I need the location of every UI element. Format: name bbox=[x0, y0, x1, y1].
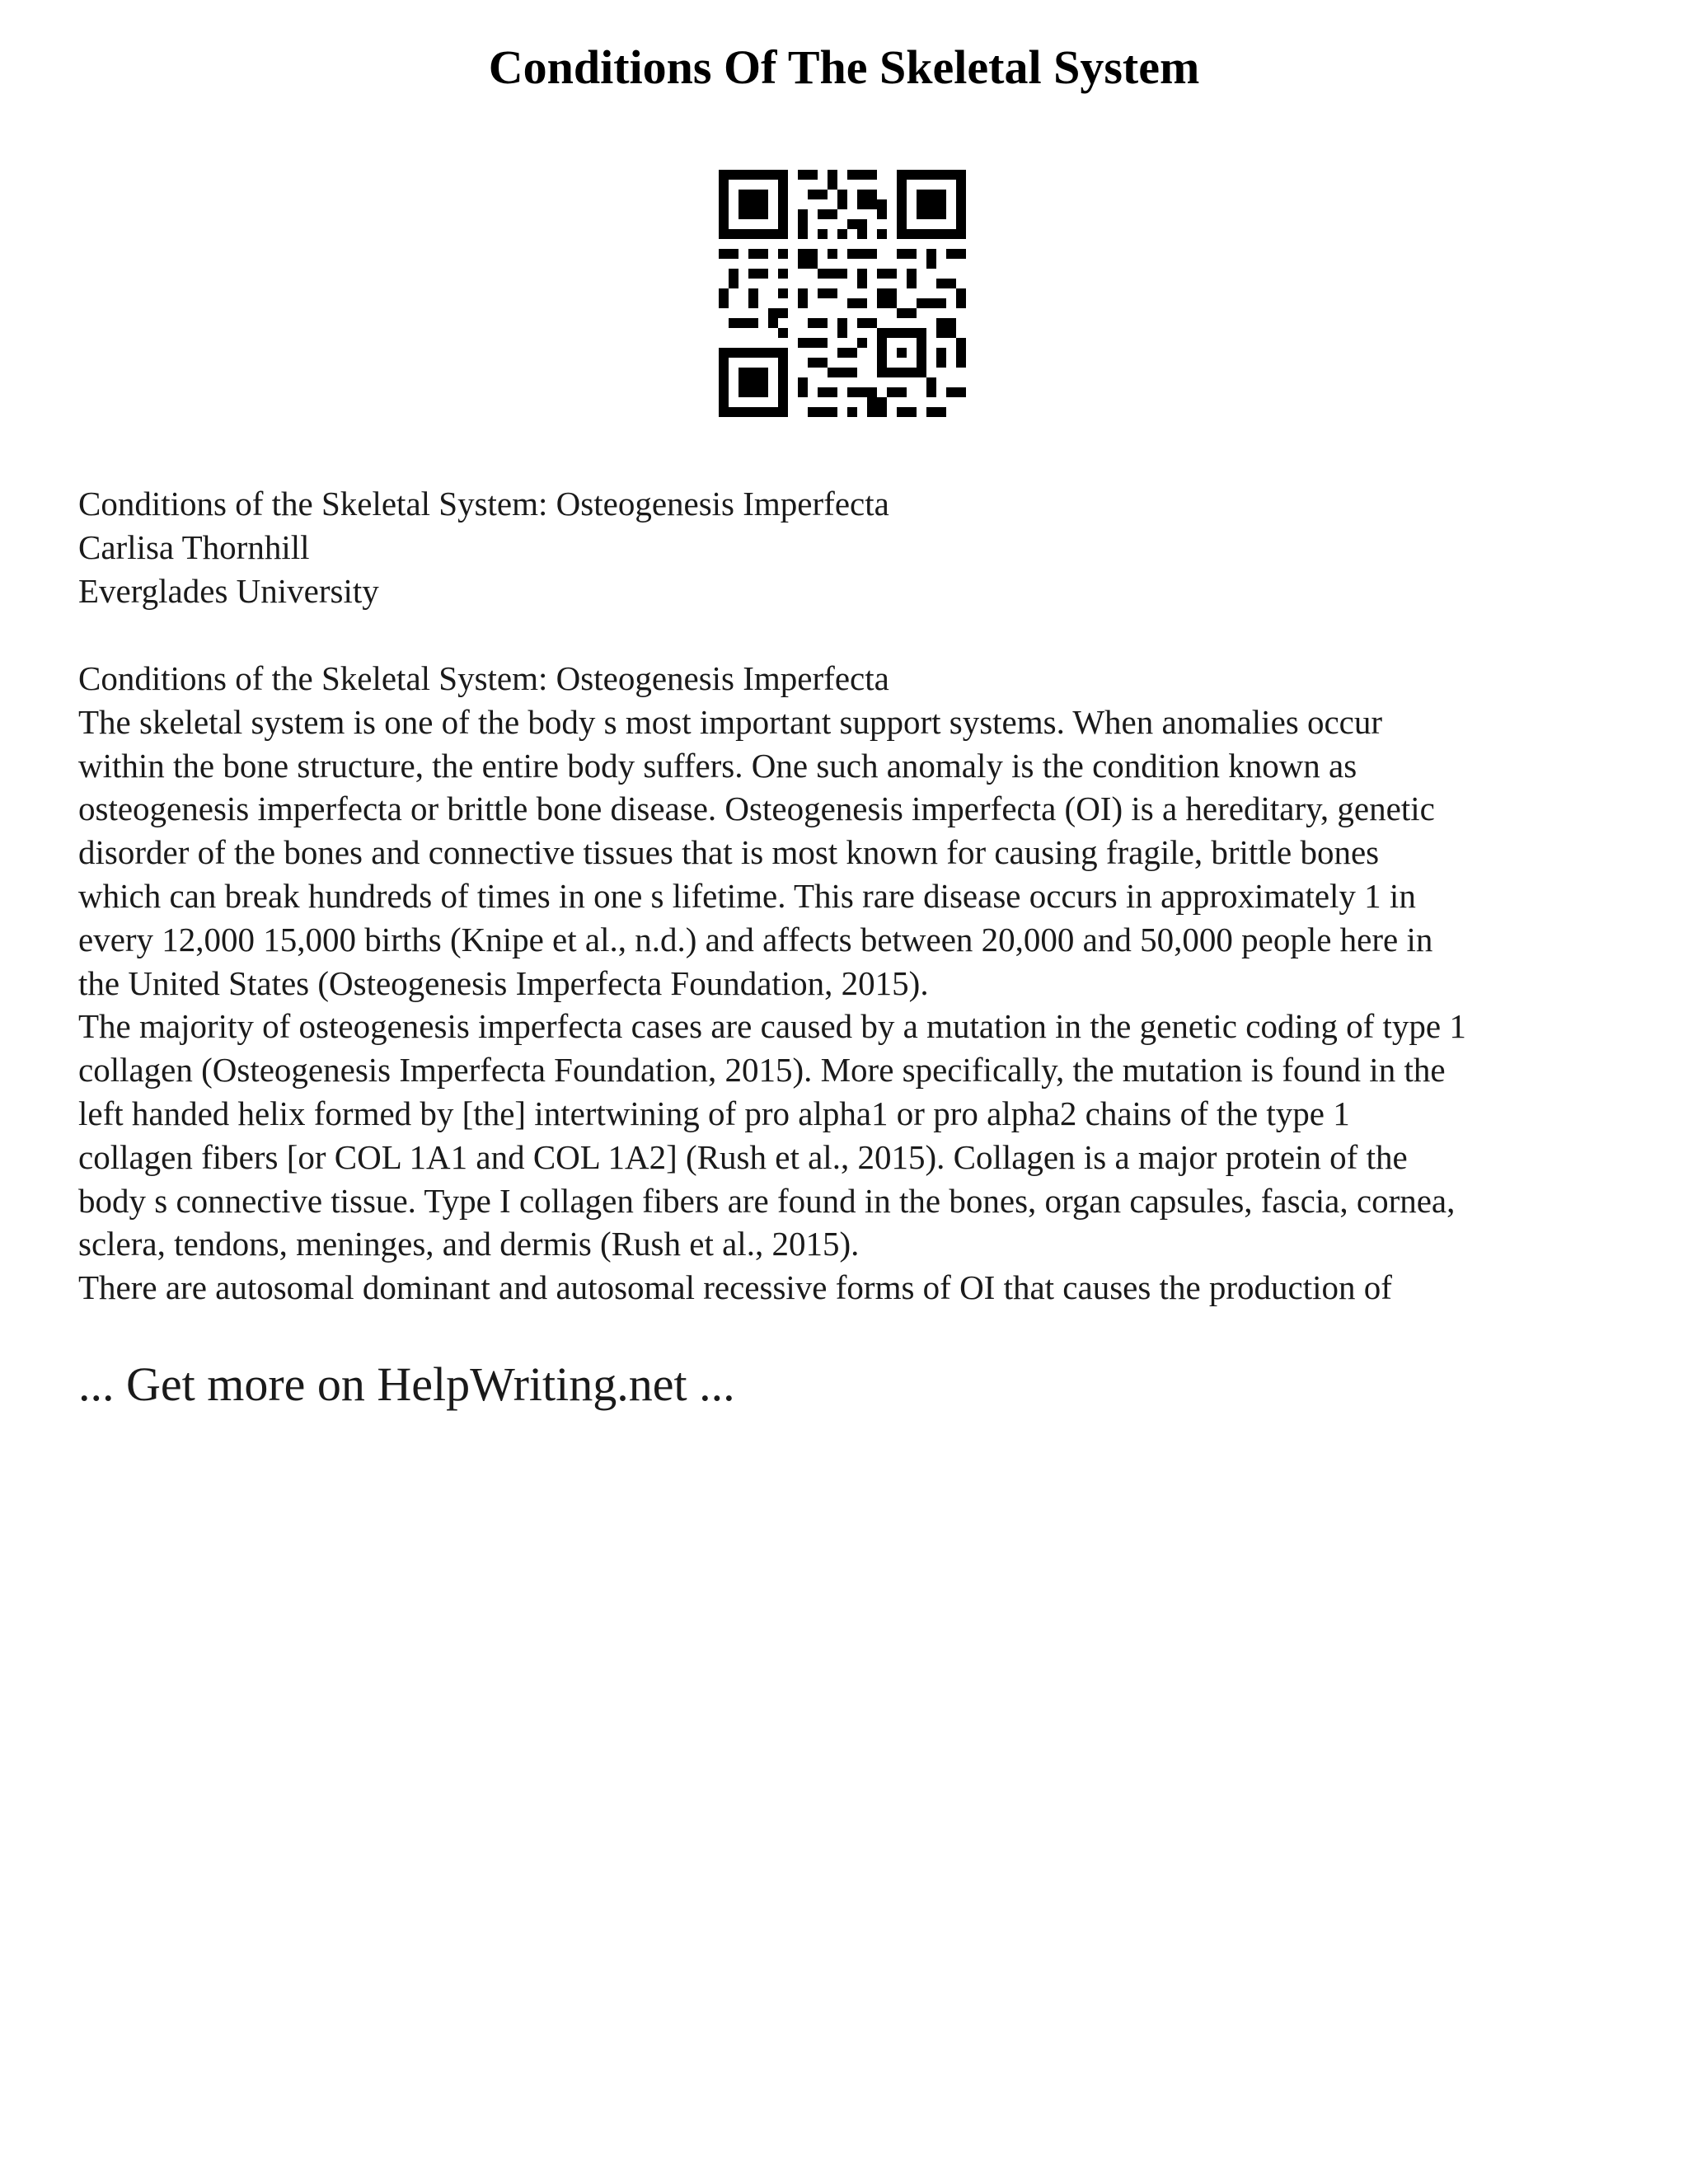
essay-line: disorder of the bones and connective tissues that is most known for causing fragile, brittle bones bbox=[78, 833, 1380, 872]
institution-name: Everglades University bbox=[78, 572, 379, 610]
essay-line: which can break hundreds of times in one s lifetime. This rare disease occurs in approximately 1 in bbox=[78, 876, 1416, 915]
essay-line: left handed helix formed by [the] intertwining of pro alpha1 or pro alpha2 chains of the type 1 bbox=[78, 1094, 1350, 1132]
essay-line: osteogenesis imperfecta or brittle bone disease. Osteogenesis imperfecta (OI) is a hereditary, genetic bbox=[78, 790, 1435, 828]
qr-code-icon bbox=[719, 170, 966, 417]
essay-line: the United States (Osteogenesis Imperfecta Foundation, 2015). bbox=[78, 963, 929, 1002]
essay-line: collagen (Osteogenesis Imperfecta Foundation, 2015). More specifically, the mutation is found in the bbox=[78, 1051, 1446, 1090]
essay-line: every 12,000 15,000 births (Knipe et al., n.d.) and affects between 20,000 and 50,000 people here in bbox=[78, 920, 1433, 958]
essay-line: The skeletal system is one of the body s most important support systems. When anomalies occur bbox=[78, 702, 1383, 741]
essay-line: sclera, tendons, meninges, and dermis (Rush et al., 2015). bbox=[78, 1225, 860, 1263]
author-name: Carlisa Thornhill bbox=[78, 528, 310, 566]
get-more-link[interactable]: ... Get more on HelpWriting.net ... bbox=[78, 1357, 735, 1411]
essay-line: within the bone structure, the entire body suffers. One such anomaly is the condition known as bbox=[78, 746, 1357, 785]
essay-heading: Conditions of the Skeletal System: Osteogenesis Imperfecta bbox=[78, 659, 889, 697]
essay-line: There are autosomal dominant and autosomal recessive forms of OI that causes the production of bbox=[78, 1268, 1392, 1307]
essay-line: body s connective tissue. Type I collagen fibers are found in the bones, organ capsules, fascia, cornea, bbox=[78, 1181, 1456, 1220]
document-title: Conditions Of The Skeletal System bbox=[488, 40, 1200, 94]
essay-body bbox=[78, 657, 1620, 1310]
paper-meta bbox=[78, 482, 1611, 613]
essay-line: The majority of osteogenesis imperfecta cases are caused by a mutation in the genetic coding of type 1 bbox=[78, 1007, 1466, 1046]
essay-line: collagen fibers [or COL 1A1 and COL 1A2] (Rush et al., 2015). Collagen is a major protein of the bbox=[78, 1137, 1408, 1176]
paper-title: Conditions of the Skeletal System: Osteogenesis Imperfecta bbox=[78, 485, 889, 523]
